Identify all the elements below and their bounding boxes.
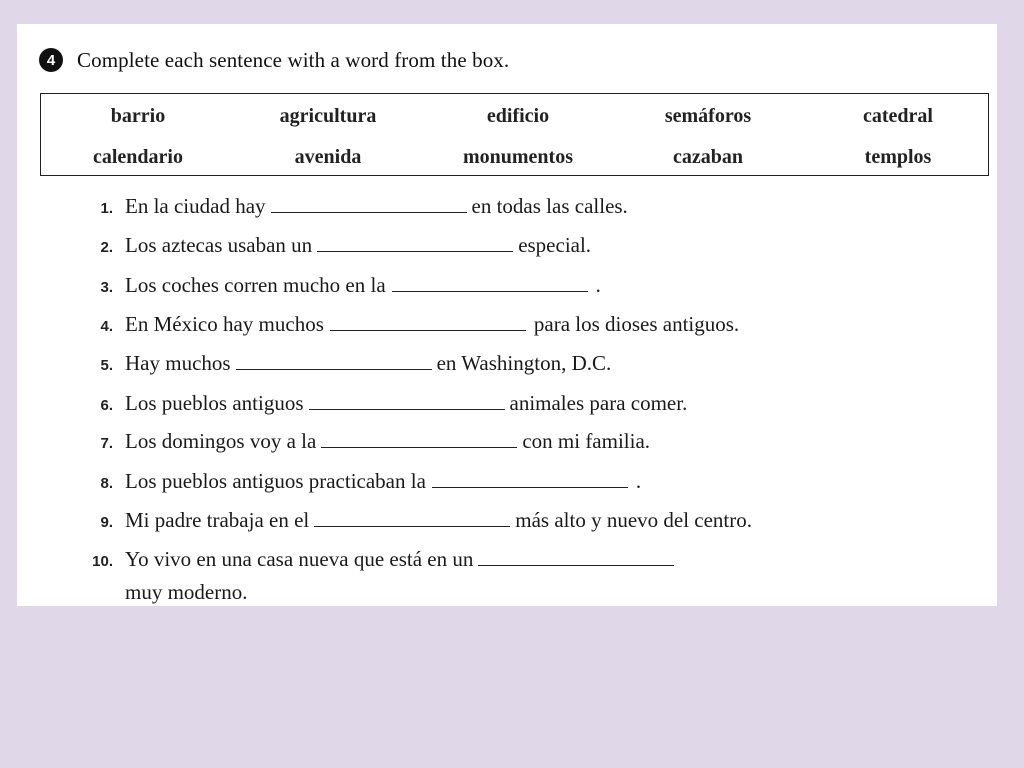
answer-blank-10[interactable] (478, 547, 674, 566)
word-box-item: templos (864, 146, 932, 168)
word-box-item: catedral (863, 105, 933, 127)
sentence-2 (77, 233, 591, 259)
sentence-1 (77, 194, 628, 220)
word-box-item: calendario (93, 146, 183, 168)
word-box-item: edificio (486, 105, 550, 127)
sentence-number: 2. (100, 239, 113, 256)
answer-blank-6[interactable] (309, 391, 505, 410)
sentence-text-before: Mi padre trabaja en el (125, 508, 310, 532)
worksheet-page (17, 24, 997, 606)
sentence-text-after: especial. (518, 233, 592, 257)
sentence-number: 3. (100, 279, 113, 296)
sentence-text-before: Los pueblos antiguos (125, 391, 304, 415)
sentence-number: 5. (100, 357, 113, 374)
sentence-number: 9. (100, 514, 113, 531)
exercise-header (39, 46, 509, 74)
sentence-text-before: Los coches corren mucho en la (125, 273, 386, 297)
sentence-9 (77, 508, 752, 534)
answer-blank-5[interactable] (236, 351, 432, 370)
exercise-number-badge: 4 (39, 48, 63, 72)
word-box-item: cazaban (673, 146, 743, 168)
answer-blank-8[interactable] (432, 469, 628, 488)
word-box-item: agricultura (279, 105, 377, 127)
sentence-text-after: en todas las calles. (471, 194, 628, 218)
sentence-7 (77, 429, 650, 455)
sentence-5 (77, 351, 611, 377)
answer-blank-7[interactable] (321, 429, 517, 448)
sentence-10 (77, 547, 679, 573)
sentence-number: 8. (100, 475, 113, 492)
sentence-text-before: En la ciudad hay (125, 194, 266, 218)
answer-blank-4[interactable] (330, 312, 526, 331)
sentence-number: 10. (92, 553, 113, 570)
sentence-text-after: muy moderno. (125, 580, 248, 604)
sentence-8 (77, 469, 641, 495)
answer-blank-1[interactable] (271, 194, 467, 213)
word-box-item: barrio (110, 105, 166, 127)
sentence-text-after: más alto y nuevo del centro. (515, 508, 753, 532)
word-box-item: monumentos (462, 146, 573, 168)
sentence-text-before: Yo vivo en una casa nueva que está en un (125, 547, 474, 571)
sentence-text-before: Los domingos voy a la (125, 429, 317, 453)
sentence-text-before: En México hay muchos (125, 312, 324, 336)
sentence-number: 6. (100, 397, 113, 414)
sentence-number: 4. (100, 318, 113, 335)
sentence-text-before: Los pueblos antiguos practicaban la (125, 469, 426, 493)
answer-blank-9[interactable] (314, 508, 510, 527)
sentence-text-before: Hay muchos (125, 351, 231, 375)
sentence-text-after: en Washington, D.C. (436, 351, 612, 375)
answer-blank-3[interactable] (392, 273, 588, 292)
sentence-number: 1. (100, 200, 113, 217)
sentence-text-after: para los dioses antiguos. (533, 312, 740, 336)
sentence-text-after: animales para comer. (509, 391, 688, 415)
sentence-text-after: . (595, 273, 601, 297)
sentence-text-before: Los aztecas usaban un (125, 233, 313, 257)
exercise-instruction: Complete each sentence with a word from the box. (77, 47, 510, 72)
sentence-text-after: . (635, 469, 642, 493)
sentence-4 (77, 312, 739, 338)
word-box (40, 93, 989, 176)
word-box-item: semáforos (664, 105, 752, 127)
word-box-item: avenida (294, 146, 362, 168)
sentence-3 (77, 273, 601, 299)
sentence-text-after: con mi familia. (522, 429, 651, 453)
sentence-6 (77, 391, 687, 417)
sentence-number: 7. (100, 435, 113, 452)
answer-blank-2[interactable] (317, 233, 513, 252)
